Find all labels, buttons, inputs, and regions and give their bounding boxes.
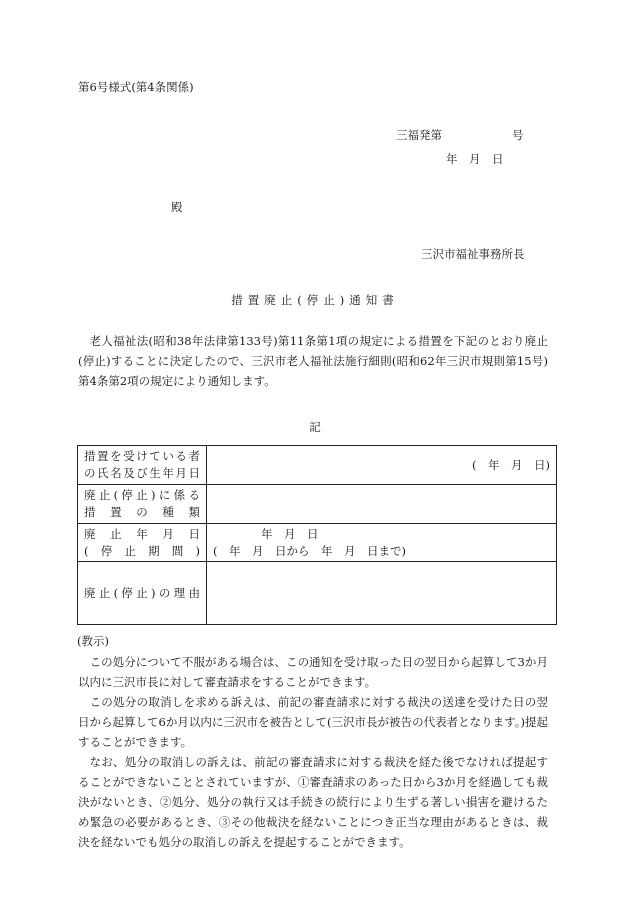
issue-number-prefix: 三福発第 [396,128,442,142]
issue-number-suffix: 号 [512,128,524,142]
row-label [78,524,207,562]
suspension-period: ( 年 月 日から 年 月 日まで) [213,543,406,558]
table-row [78,446,557,485]
table-row [78,485,557,524]
document-title: 措置廃止(停止)通知書 [231,293,399,307]
abolition-date: 年 月 日 [261,526,319,541]
label-line: 廃止年月日 [84,526,200,541]
issue-date: 年 月 日 [446,152,504,166]
label-line: 措置を受けている者 [84,449,200,463]
row-label [78,446,207,485]
birth-date-field: ( 年 月 日) [207,446,557,485]
measure-type-field [207,485,557,524]
label-line: の氏名及び生年月日 [84,466,200,480]
row-label [78,562,207,625]
row-label [78,485,207,524]
label-line: 廃止(停止)に係る [84,488,200,502]
body-text [78,331,548,391]
ki-marker: 記 [309,420,321,434]
table-row [78,562,557,625]
notes-paragraph: なお、処分の取消しの訴えは、前記の審査請求に対する裁決を経た後でなければ提起することができないこととされていますが、①審査請求のあった日から3か月を経過しても裁決がないとき、②処分、処分の執行又は手続きの続行により生ずる著しい損害を避けるため緊急の必要があるとき、③その他裁決を経ないことにつき正当な理由があるときは、裁決を経ないでも処分の取消しの訴えを提起することができます。 [78,755,548,849]
label-line: 措置の種類 [84,505,200,519]
label-line: 廃止(停止)の理由 [84,585,200,600]
notes-paragraph: この処分について不服がある場合は、この通知を受け取った日の翌日から起算して3か月以内に三沢市長に対して審査請求をすることができます。 [78,655,548,689]
body-paragraph: 老人福祉法(昭和38年法律第133号)第11条第1項の規定による措置を下記のとおり廃止(停止)することに決定したので、三沢市老人福祉法施行細則(昭和62年三沢市規則第15号)第4条第2項の規定により通知します。 [78,334,548,388]
issue-number [396,127,524,143]
record-table [77,445,557,625]
notes-heading: (教示) [77,634,109,648]
issuer: 三沢市福祉事務所長 [421,247,525,261]
label-line: (停止期間) [84,543,200,558]
notes-body [78,652,548,852]
notes-paragraph: この処分の取消しを求める訴えは、前記の審査請求に対する裁決の送達を受けた日の翌日から起算して6か月以内に三沢市を被告として(三沢市長が被告の代表者となります。)提起することができます。 [78,695,548,749]
table-row [78,524,557,562]
abolition-date-field [207,524,557,562]
addressee: 殿 [171,200,183,214]
form-number: 第6号様式(第4条関係) [78,80,194,94]
reason-field [207,562,557,625]
